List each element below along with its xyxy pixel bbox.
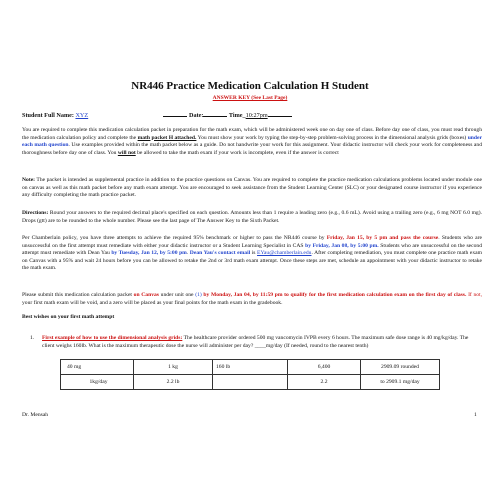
p4-deadline-pass: Friday, Jan 15, by 5 pm and pass the course [326, 235, 439, 241]
grid-row-denominator [61, 375, 440, 390]
p1-text-e: . Use examples provided within the math packet below as a guide. Do not handwrite your work for this assignment. Your didactic instructor will check your work for completeness and thoroughness before day one of class. You [22, 142, 482, 156]
grid-row-numerator [61, 360, 440, 375]
directions-text: Round your answers to the required decimal place's specified on each question. Amounts less than 1 require a leading zero (e.g., 0.6 mL). Avoid using a trailing zero (e.g., 6 mg NOT 6.0 mg). Drops (gtt) are to be rounded to the whole number. Please see the last page of The Answer Key to the Sixth Packet. [22, 210, 482, 224]
p5-deadline: by Monday, Jan 04, by 11:59 pm to qualify for the first medication calculation exam on the first day of class. [203, 292, 467, 298]
p4-text-k: . After completing remediation, you must complete one practice math exam on Canvas with a 95% and wait 24 hours before you can be allowed to retake the 2nd or 3rd math exam attempt. Once these steps are met, schedule an appointment with your didactic instructor to retake the math exam. [22, 250, 483, 272]
date-blank [203, 116, 227, 117]
p5-unit-number: (1) [195, 292, 202, 298]
student-info-line [22, 112, 482, 119]
directions-label: Directions: [22, 210, 49, 216]
p1-under-each-question: under each math question [22, 134, 482, 149]
grid-cell: 6,400 [288, 360, 361, 375]
footer-author: Dr. Mensah [22, 412, 49, 418]
document-title: NR446 Practice Medication Calculation H Student [131, 80, 369, 92]
p5-text-i: your first math exam will be void, and a zero will be placed as your final points for the math exam in the gradebook. [22, 299, 283, 306]
grid-cell: 1 kg [134, 360, 213, 375]
note-label: Note: [22, 177, 36, 183]
p4-text-g: . [186, 250, 190, 257]
p4-dean-contact: Dean Yau's contact email [189, 250, 251, 257]
dimensional-analysis-grid [60, 359, 440, 390]
grid-cell: 2909.09 rounded [361, 360, 440, 375]
policy-paragraph [22, 235, 482, 273]
submission-paragraph [22, 292, 482, 307]
page-number: 1 [474, 412, 477, 418]
date-label: Date: [189, 112, 204, 119]
p5-text-c: under unit one [158, 292, 196, 298]
grid-cell: to 2909.1 mg/day [361, 375, 440, 390]
p5-if-not: If not, [468, 292, 483, 298]
answer-key-note: ANSWER KEY (See Last Page) [212, 95, 288, 101]
p4-deadline-first: by Friday, Jan 08, by 5:00 pm. [305, 242, 379, 249]
grid-cell: 160 lb [213, 360, 288, 375]
grid-cell: 2.2 lb [134, 375, 213, 390]
p4-deadline-second: by Tuesday, Jan 12, by 5:00 pm [111, 250, 187, 257]
grid-cell: 40 mg [61, 360, 134, 375]
time-value: 10:27pm [245, 112, 268, 119]
time-label: Time_ [228, 112, 246, 119]
p4-text-e: Students who are unsuccessful on the second attempt must remediate with Dean Yau [22, 242, 482, 257]
student-name-value: XYZ [75, 112, 89, 119]
question-text [42, 335, 482, 350]
best-wishes-line: Best wishes on your first math attempt [22, 314, 115, 320]
grid-cell: 2.2 [288, 375, 361, 390]
note-text: The packet is intended as supplemental practice in addition to the practice questions on Canvas. You are required to complete the practice medication calculations problems located under module one on canvas as well as this math packet before any math exam attempt. You are encouraged to seek assistance from the Student Learning Center (SLC) or your designated course instructor if you experience any difficulty completing the math practice packet. [22, 177, 482, 199]
p4-text-c: . Students who are unsuccessful on the first attempt must remediate with either your didactic instructor or a Student Learning Specialist in CAS [22, 235, 482, 249]
p4-text-a: Per Chamberlain policy, you have three attempts to achieve the required 95% benchmark or higher to pass the NR446 course by [22, 235, 327, 241]
question-lead: First example of how to use the dimensional analysis grids: [42, 335, 183, 341]
grid-cell [213, 375, 288, 390]
p1-text-g: be allowed to take the math exam if your work is incomplete, even if the answer is correct [135, 149, 339, 156]
p1-text-a: You are required to complete this medication calculation packet in preparation for the math exam, which will be administered week one on day one of class. Before day one of class, you must read through the medication calculation policy and complete the [22, 127, 482, 141]
name-label: Student Full Name: [22, 112, 74, 119]
instructions-paragraph [22, 127, 482, 157]
p4-text-i: is [250, 250, 258, 257]
p1-text-c: You must show your work by typing the step-by-step problem-solving process in the dimensional analysis grids (boxes) [196, 134, 468, 141]
name-underline [163, 116, 187, 117]
question-1 [30, 335, 482, 350]
time-underline [268, 116, 292, 117]
note-paragraph [22, 177, 482, 200]
p5-on-canvas: on Canvas [133, 292, 159, 298]
dean-email-link[interactable]: EYau@chamberlain.edu [257, 250, 312, 257]
p1-will-not: will not [117, 149, 136, 156]
question-body: The healthcare provider ordered 500 mg vancomycin IVPB every 6 hours. The maximum safe dose range is 40 mg/kg/day. The client weighs 160lb. What is the maximum therapeutic dose the nurse will administer per day? ____mg/day (If needed, round to the nearest tenth) [42, 335, 469, 349]
grid-cell: 1kg/day [61, 375, 134, 390]
p5-text-a: Please submit this medication calculation packet [22, 292, 134, 298]
directions-paragraph [22, 210, 482, 225]
p1-math-packet-h: math packet H attached. [137, 134, 197, 141]
question-number: 1. [30, 335, 35, 341]
